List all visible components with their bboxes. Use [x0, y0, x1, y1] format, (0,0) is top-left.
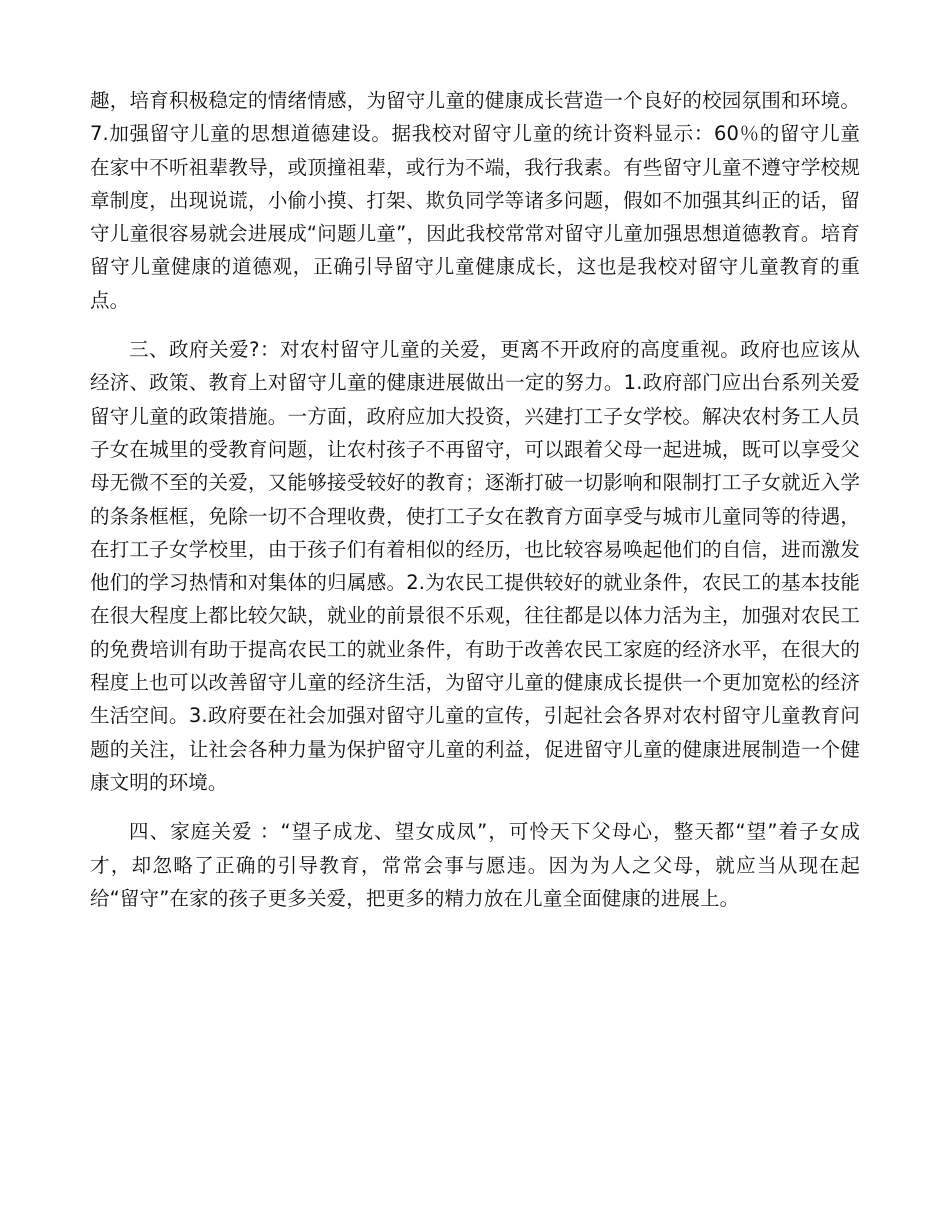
paragraph-school-care-continued: 趣，培育积极稳定的情绪情感，为留守儿童的健康成长营造一个良好的校园氛围和环境。7.加强留守儿童的思想道德建设。据我校对留守儿童的统计资料显示：60％的留守儿童在家中不听祖辈教导，或顶撞祖辈，或行为不端，我行我素。有些留守儿童不遵守学校规章制度，出现说谎，小偷小摸、打架、欺负同学等诸多问题，假如不加强其纠正的话，留守儿童很容易就会进展成“问题儿童”，因此我校常常对留守儿童加强思想道德教育。培育留守儿童健康的道德观，正确引导留守儿童健康成长，这也是我校对留守儿童教育的重点。 — [90, 89, 860, 312]
paragraph-government-care: 三、政府关爱?：对农村留守儿童的关爱，更离不开政府的高度重视。政府也应该从经济、政策、教育上对留守儿童的健康进展做出一定的努力。1.政府部门应出台系列关爱留守儿童的政策措施。一方面，政府应加大投资，兴建打工子女学校。解决农村务工人员子女在城里的受教育问题，让农村孩子不再留守，可以跟着父母一起进城，既可以享受父母无微不至的关爱，又能够接受较好的教育；逐渐打破一切影响和限制打工子女就近入学的条条框框，免除一切不合理收费，使打工子女在教育方面享受与城市儿童同等的待遇，在打工子女学校里，由于孩子们有着相似的经历，也比较容易唤起他们的自信，进而激发他们的学习热情和对集体的归属感。2.为农民工提供较好的就业条件，农民工的基本技能在很大程度上都比较欠缺，就业的前景很不乐观，往往都是以体力活为主，加强对农民工的免费培训有助于提高农民工的就业条件，有助于改善农民工家庭的经济水平，在很大的程度上也可以改善留守儿童的经济生活，为留守儿童的健康成长提供一个更加宽松的经济生活空间。3.政府要在社会加强对留守儿童的宣传，引起社会各界对农村留守儿童教育问题的关注，让社会各种力量为保护留守儿童的利益，促进留守儿童的健康进展制造一个健康文明的环境。 — [90, 338, 860, 794]
paragraph-family-care: 四、家庭关爱 ：“望子成龙、望女成凤”，可怜天下父母心，整天都“望”着子女成才，却忽略了正确的引导教育，常常会事与愿违。因为为人之父母，就应当从现在起给“留守”在家的孩子更多关爱，把更多的精力放在儿童全面健康的进展上。 — [90, 820, 860, 910]
document-body — [90, 84, 860, 915]
